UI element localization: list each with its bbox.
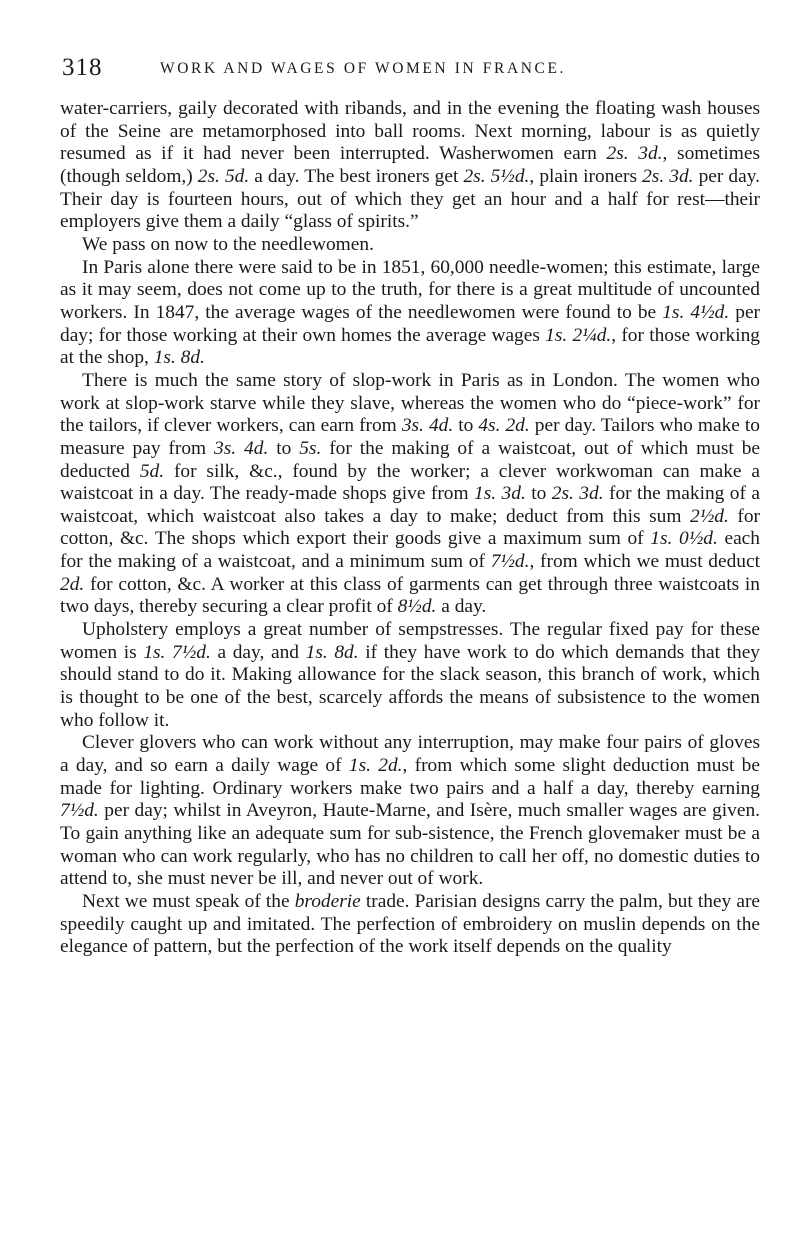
italic-text: 2d. (60, 573, 85, 595)
italic-text: 1s. 8d. (153, 347, 205, 369)
italic-text: 2½d. (690, 505, 729, 527)
italic-text: 3s. 4d. (401, 415, 454, 437)
paragraph-glovers: Clever glovers who can work without any interruption, may make four pairs of gloves a day, and so earn a daily wage of 1s. 2d., from which some slight deduction must be made for lighting. Ordinary workers make two pairs and a half a day, thereby earning 7½d. per day; whilst in Aveyron, Haute-Marne, and Isère, much smaller wages are given. To gain anything like an adequate sum for sub-sistence, the French glovemaker must be a woman who can work regularly, who has no children to call her off, no domestic duties to attend to, she must never be ill, and never out of work. (60, 732, 760, 890)
italic-text: 5d. (139, 460, 165, 482)
italic-text: 1s. 2d. (348, 755, 403, 777)
italic-text: 3s. 4d. (214, 437, 269, 459)
book-page (60, 48, 761, 958)
italic-text: 2s. 5d. (197, 165, 250, 187)
italic-text: 2s. 3d. (606, 143, 663, 165)
italic-text: 2s. 3d. (551, 483, 604, 505)
paragraph-slop-work: There is much the same story of slop-work in Paris as in London. The women who work at slop-work starve while they slave, whereas the women who do “piece-work” for the tailors, if clever workers, can earn from 3s. 4d. to 4s. 2d. per day. Tailors who make to measure pay from 3s. 4d. to 5s. for the making of a waistcoat, out of which must be deducted 5d. for silk, &c., found by the worker; a clever workwoman can make a waistcoat in a day. The ready-made shops give from 1s. 3d. to 2s. 3d. for the making of a waistcoat, which waistcoat also takes a day to make; deduct from this sum 2½d. for cotton, &c. The shops which export their goods give a maximum sum of 1s. 0½d. each for the making of a waistcoat, and a minimum sum of 7½d., from which we must deduct 2d. for cotton, &c. A worker at this class of garments can get through three waistcoats in two days, thereby securing a clear profit of 8½d. a day. (60, 369, 761, 618)
italic-text: 5s. (299, 437, 322, 459)
italic-text: 2s. 3d. (642, 165, 694, 187)
italic-text: 1s. 0½d. (650, 528, 718, 550)
running-title: WORK AND WAGES OF WOMEN IN FRANCE. (160, 60, 567, 77)
italic-text: 4s. 2d. (478, 415, 530, 437)
paragraph-needlewomen-wages: In Paris alone there were said to be in 1851, 60,000 needle-women; this estimate, large as it may seem, does not come up to the truth, for there is a great multitude of uncounted workers. In 1847, the average wages of the needlewomen were found to be 1s. 4½d. per day; for those working at their own homes the average wages 1s. 2¼d., for those working at the shop, 1s. 8d. (60, 256, 761, 369)
body-text (60, 98, 760, 959)
italic-text: 1s. 3d. (474, 483, 526, 505)
italic-text: broderie (294, 890, 361, 912)
italic-text: 7½d. (60, 800, 99, 822)
italic-text: 1s. 2¼d. (545, 324, 612, 346)
paragraph-upholstery: Upholstery employs a great number of sempstresses. The regular fixed pay for these women is 1s. 7½d. a day, and 1s. 8d. if they have work to do which demands that they should stand to do it. Making allowance for the slack season, this branch of work, which is thought to be one of the best, scarcely affords the means of subsistence to the women who follow it. (60, 619, 760, 731)
italic-text: 2s. 5½d. (463, 165, 530, 187)
paragraph-broderie: Next we must speak of the broderie trade. Parisian designs carry the palm, but they are speedily caught up and imitated. The perfection of embroidery on muslin depends on the elegance of pattern, but the perfection of the work itself depends on the quality (60, 890, 761, 958)
paragraph-washerwomen: water-carriers, gaily decorated with ribands, and in the evening the floating wash houses of the Seine are metamorphosed into ball rooms. Next morning, labour is as quietly resumed as if it had never been interrupted. Washerwomen earn 2s. 3d., sometimes (though seldom,) 2s. 5d. a day. The best ironers get 2s. 5½d., plain ironers 2s. 3d. per day. Their day is fourteen hours, out of which they get an hour and a half for rest—their employers give them a daily “glass of spirits.” (60, 98, 760, 233)
italic-text: 1s. 8d. (305, 641, 359, 663)
italic-text: 1s. 7½d. (143, 641, 211, 663)
paragraph-needlewomen-intro: We pass on now to the needlewomen. (82, 233, 374, 255)
running-head (60, 48, 760, 88)
italic-text: 8½d. (397, 596, 437, 618)
page-number: 318 (62, 54, 103, 81)
italic-text: 1s. 4½d. (662, 301, 730, 323)
italic-text: 7½d. (490, 551, 530, 573)
